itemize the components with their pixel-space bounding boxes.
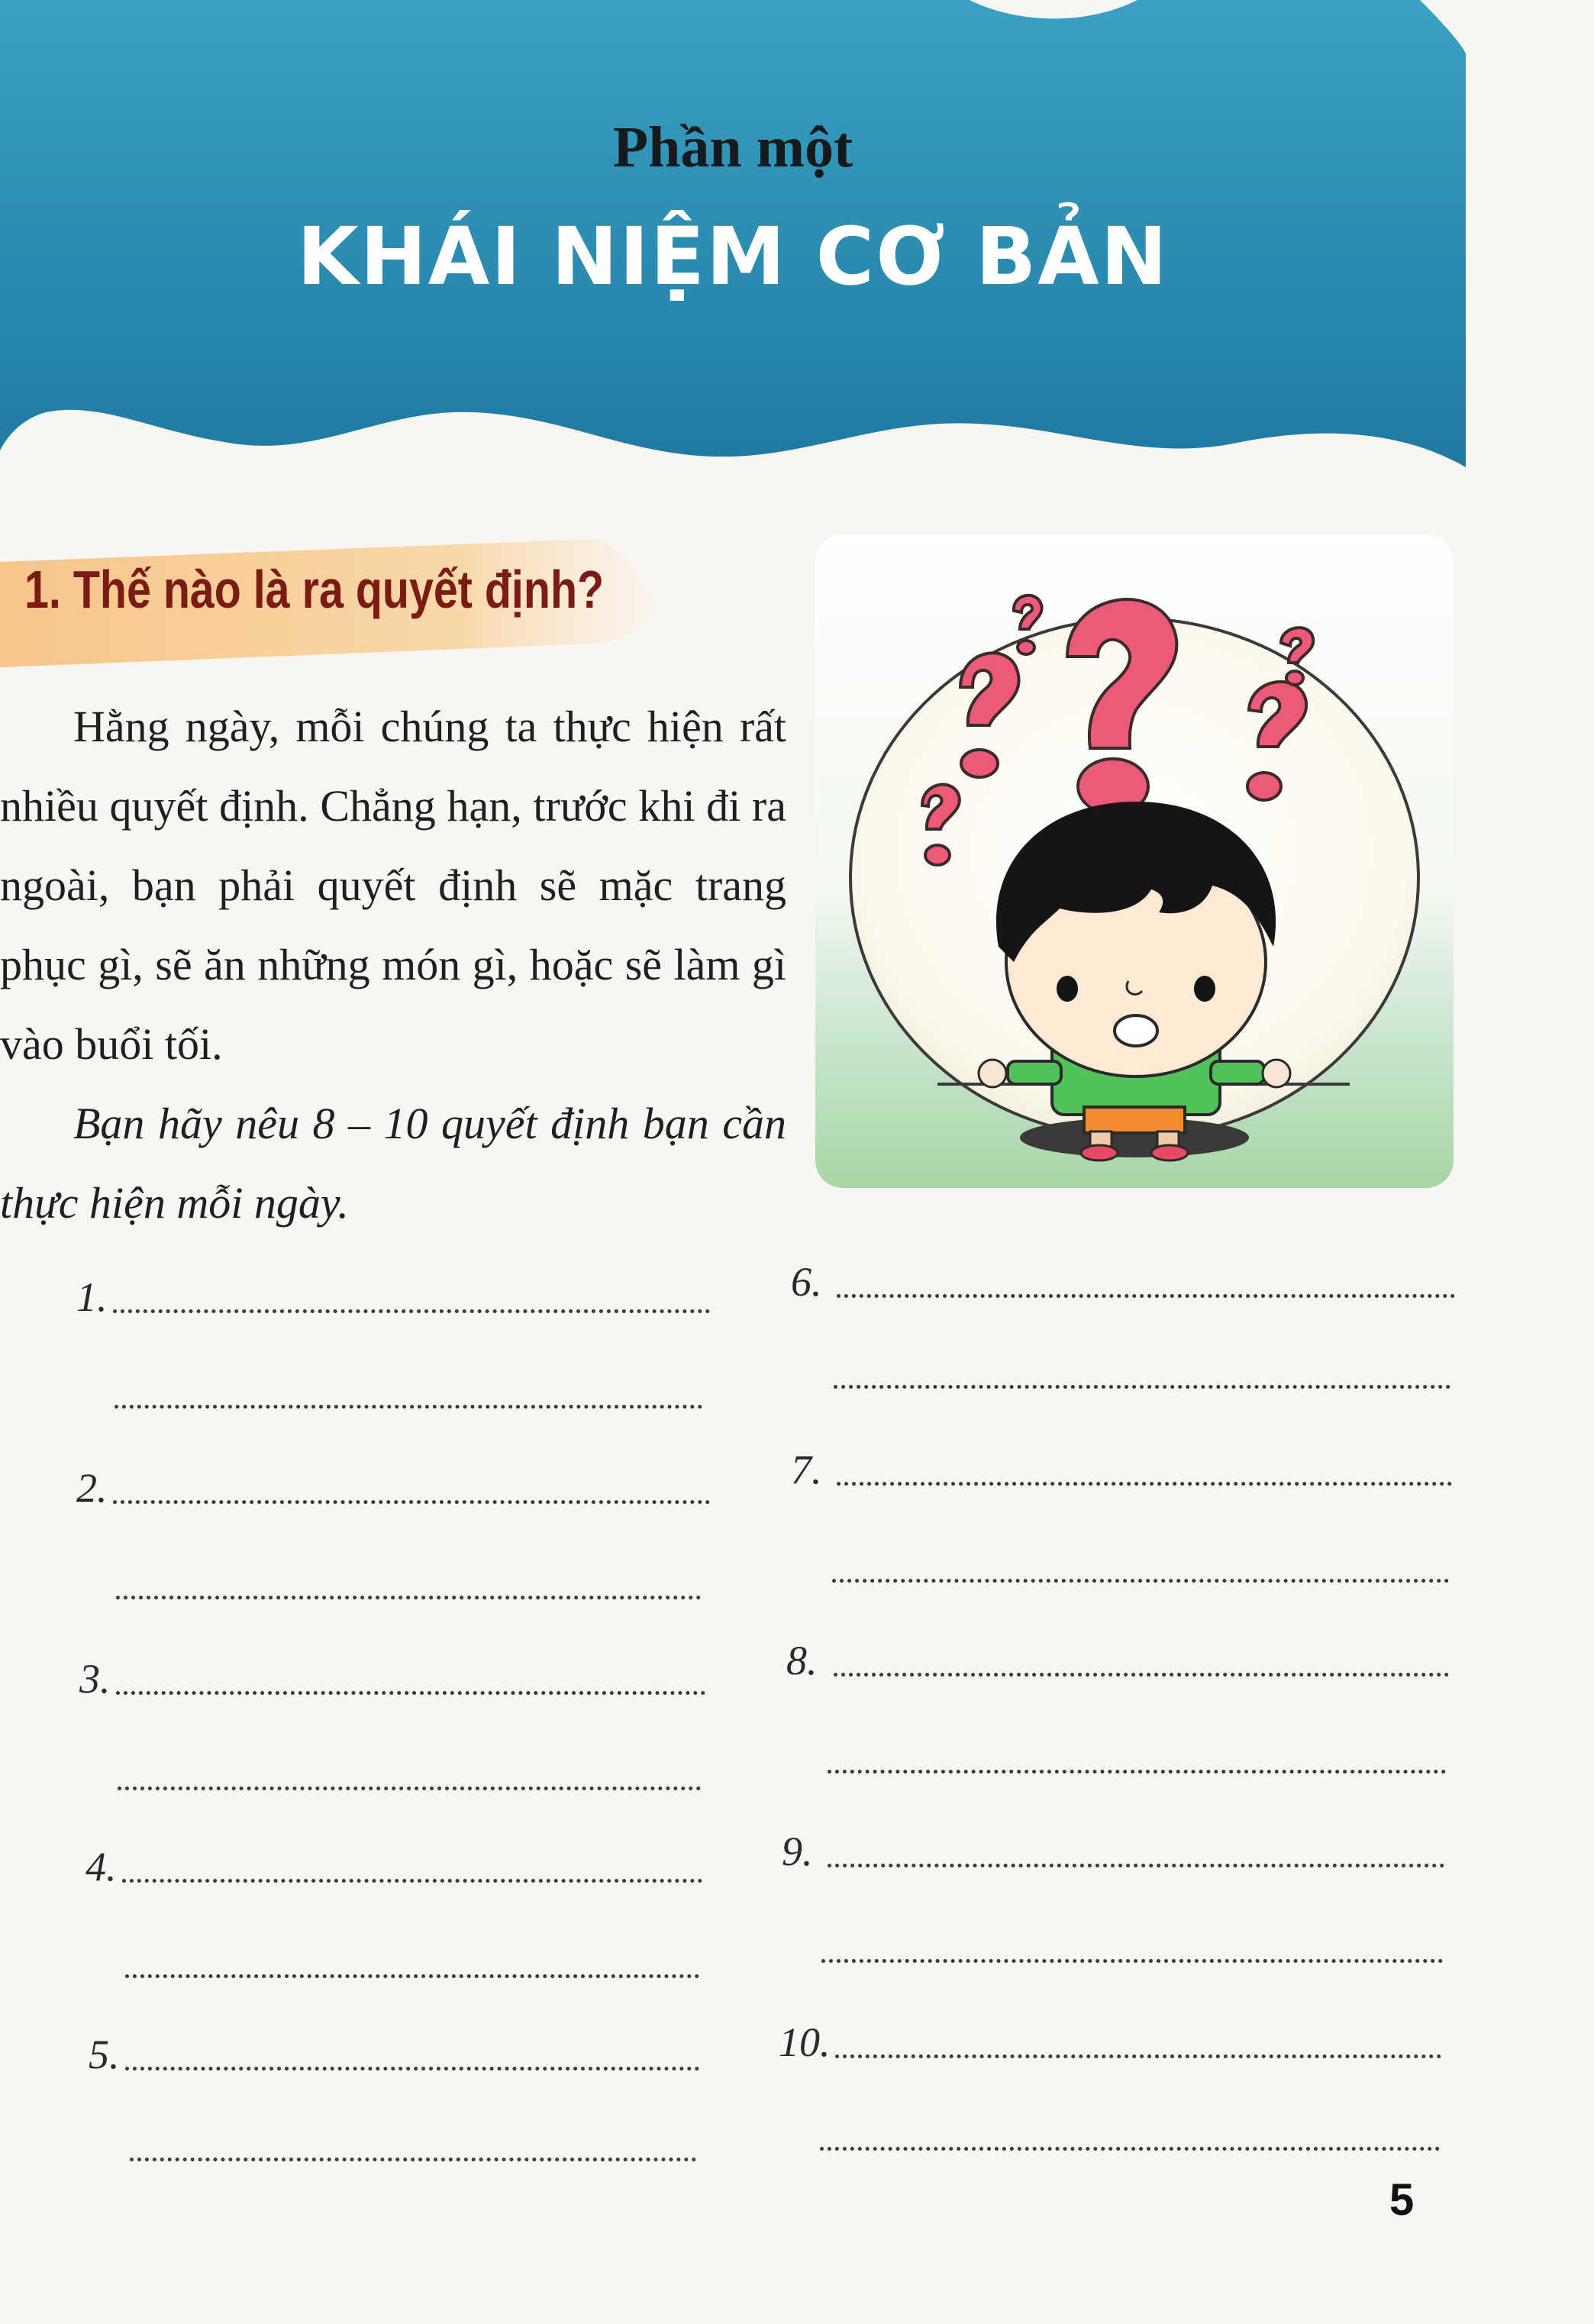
dotted-line xyxy=(122,1879,702,1883)
exercise-prompt: Bạn hãy nêu 8 – 10 quyết định bạn cần thực hiện mỗi ngày. xyxy=(0,1099,786,1228)
intro-paragraph: Hằng ngày, mỗi chúng ta thực hiện rất nhiều quyết định. Chẳng hạn, trước khi đi ra ngoài, bạn phải quyết định sẽ mặc trang phục gì, sẽ ăn những món gì, hoặc sẽ làm gì vào buổi tối. xyxy=(0,702,786,1069)
answer-line-10[interactable] xyxy=(779,1997,1441,2074)
answer-number: 7. xyxy=(791,1447,822,1493)
answer-number: 4. xyxy=(86,1844,117,1890)
section-heading: 1. Thế nào là ra quyết định? xyxy=(24,560,605,619)
answer-line-8-continuation[interactable] xyxy=(828,1770,1446,1774)
answer-line-5[interactable] xyxy=(89,2009,699,2086)
answer-line-6[interactable] xyxy=(791,1237,1455,1313)
dotted-line xyxy=(837,1294,1455,1298)
answer-line-2[interactable] xyxy=(76,1443,710,1519)
answer-number: 3. xyxy=(79,1656,111,1702)
answer-line-9-continuation[interactable] xyxy=(821,1959,1443,1963)
answer-line-10-continuation[interactable] xyxy=(820,2147,1440,2151)
dotted-line xyxy=(113,1500,710,1504)
answer-number: 10. xyxy=(779,2019,831,2065)
dotted-line xyxy=(837,1482,1452,1486)
answer-line-8[interactable] xyxy=(786,1616,1449,1692)
dotted-line xyxy=(125,2067,699,2071)
answer-number: 1. xyxy=(76,1274,108,1320)
answer-line-7-continuation[interactable] xyxy=(832,1579,1449,1583)
answer-line-1[interactable] xyxy=(76,1252,710,1328)
confused-boy-illustration xyxy=(815,534,1454,1188)
answer-number: 8. xyxy=(786,1638,818,1683)
dotted-line xyxy=(828,1864,1444,1867)
dotted-line xyxy=(835,2054,1441,2058)
answer-line-4[interactable] xyxy=(86,1822,702,1898)
answer-number: 5. xyxy=(89,2032,120,2077)
part-label: Phần một xyxy=(612,115,853,179)
answer-line-1-continuation[interactable] xyxy=(115,1405,702,1409)
answer-line-6-continuation[interactable] xyxy=(834,1385,1450,1389)
answer-number: 9. xyxy=(782,1829,813,1874)
dotted-line xyxy=(113,1309,710,1313)
page-number: 5 xyxy=(1389,2175,1415,2225)
answer-line-5-continuation[interactable] xyxy=(130,2158,696,2161)
answer-line-2-continuation[interactable] xyxy=(116,1596,701,1599)
chapter-title: KHÁI NIỆM CƠ BẢN xyxy=(297,210,1169,303)
answer-line-3[interactable] xyxy=(79,1634,705,1710)
answer-line-9[interactable] xyxy=(782,1806,1444,1883)
chapter-banner xyxy=(0,0,1466,473)
answer-line-3-continuation[interactable] xyxy=(118,1787,701,1790)
answer-line-7[interactable] xyxy=(791,1425,1452,1501)
dotted-line xyxy=(116,1691,705,1695)
answer-line-4-continuation[interactable] xyxy=(125,1974,699,1978)
answer-number: 2. xyxy=(76,1465,108,1511)
dotted-line xyxy=(834,1673,1449,1677)
answer-number: 6. xyxy=(791,1259,822,1305)
